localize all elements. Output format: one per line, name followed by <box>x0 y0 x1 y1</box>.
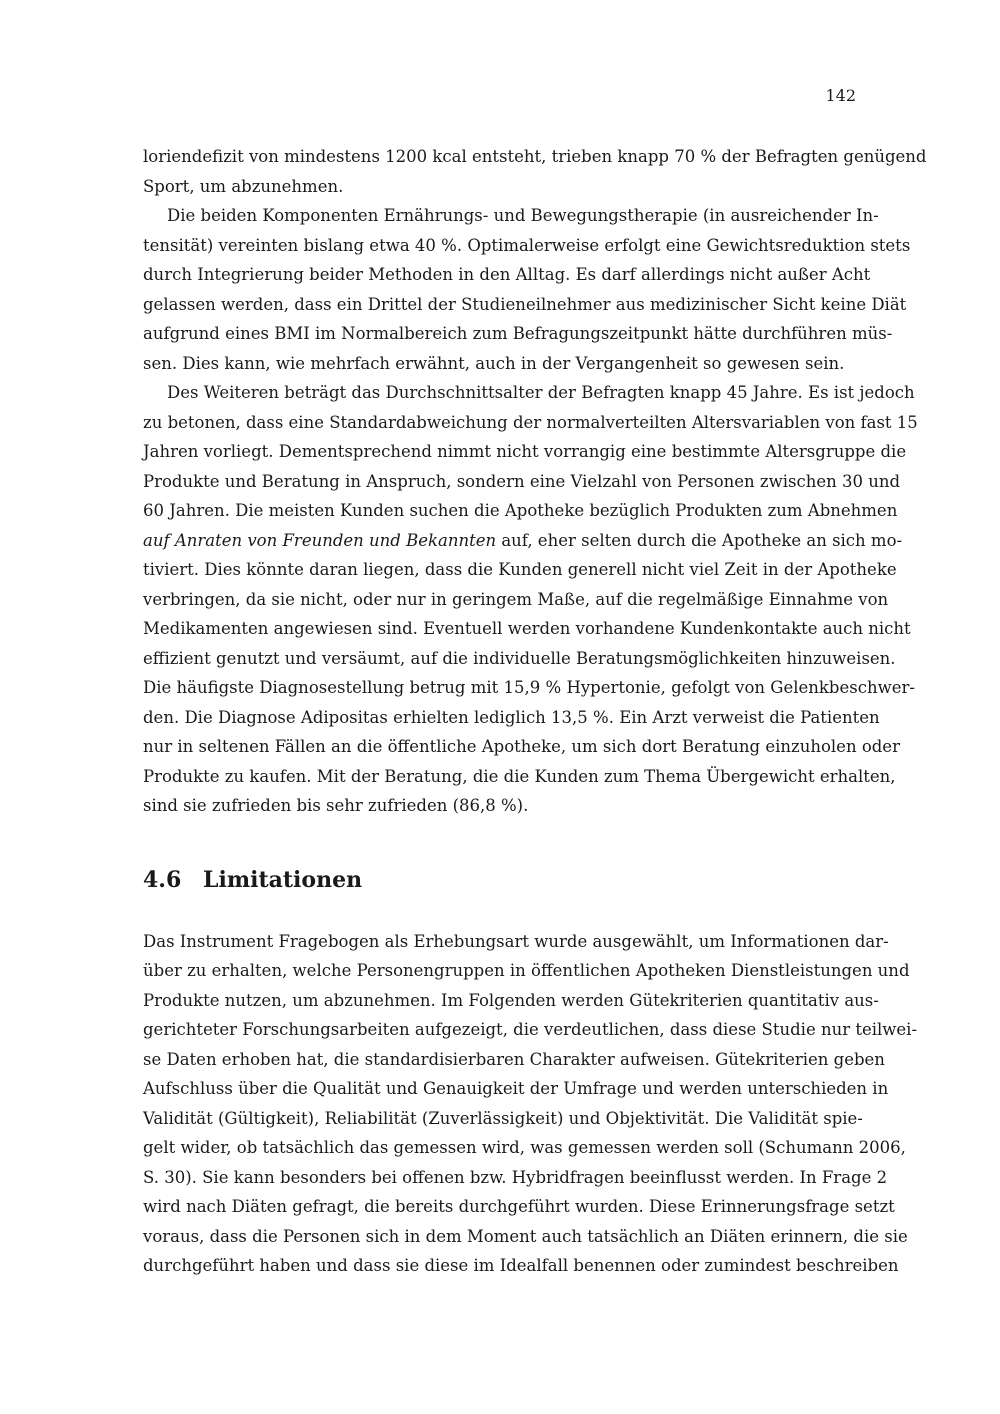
text-line: Die beiden Komponenten Ernährungs- und Bewegungstherapie (in ausreichender In- <box>167 206 879 225</box>
page-number: 142 <box>825 86 856 105</box>
text-line: Aufschluss über die Qualität und Genauigkeit der Umfrage und werden unterschieden in <box>143 1079 889 1098</box>
text-line: Produkte nutzen, um abzunehmen. Im Folgenden werden Gütekriterien quantitativ aus- <box>143 990 879 1010</box>
text-line: zu betonen, dass eine Standardabweichung der normalverteilten Altersvariablen von fast 15 <box>143 412 918 432</box>
text-line: verbringen, da sie nicht, oder nur in geringem Maße, auf die regelmäßige Einnahme von <box>143 589 889 609</box>
paragraph <box>143 927 918 1281</box>
text-line: Medikamenten angewiesen sind. Eventuell werden vorhandene Kundenkontakte auch nicht <box>143 619 911 638</box>
section-title: Limitationen <box>203 866 363 893</box>
text-line: tensität) vereinten bislang etwa 40 %. Optimalerweise erfolgt eine Gewichtsreduktion stets <box>143 235 911 255</box>
body-text <box>143 142 927 1281</box>
text-line: sen. Dies kann, wie mehrfach erwähnt, auch in der Vergangenheit so gewesen sein. <box>143 353 845 373</box>
text-line: loriendefizit von mindestens 1200 kcal entsteht, trieben knapp 70 % der Befragten genügend <box>143 147 927 166</box>
text-line: voraus, dass die Personen sich in dem Moment auch tatsächlich an Diäten erinnern, die sie <box>143 1226 908 1246</box>
text-line: nur in seltenen Fällen an die öffentliche Apotheke, um sich dort Beratung einzuholen oder <box>143 737 900 756</box>
text-line: effizient genutzt und versäumt, auf die individuelle Beratungsmöglichkeiten hinzuweisen. <box>143 648 896 668</box>
section-heading <box>143 866 857 894</box>
text-line: S. 30). Sie kann besonders bei offenen bzw. Hybridfragen beeinflusst werden. In Frage 2 <box>143 1167 888 1187</box>
paragraph <box>143 142 927 201</box>
text-line: den. Die Diagnose Adipositas erhielten lediglich 13,5 %. Ein Arzt verweist die Patienten <box>143 707 880 727</box>
text-line: durchgeführt haben und dass sie diese im Idealfall benennen oder zumindest beschreiben <box>143 1256 899 1275</box>
text-line <box>143 526 903 556</box>
text-line: 60 Jahren. Die meisten Kunden suchen die Apotheke bezüglich Produkten zum Abnehmen <box>143 501 898 520</box>
text-line: sind sie zufrieden bis sehr zufrieden (86,8 %). <box>143 796 529 815</box>
text-line: gelassen werden, dass ein Drittel der Studieneilnehmer aus medizinischer Sicht keine Diät <box>143 294 907 314</box>
section-number: 4.6 <box>143 866 182 893</box>
emphasis-text: auf Anraten von Freunden und Bekannten <box>143 530 497 550</box>
text-line: Die häufigste Diagnosestellung betrug mit 15,9 % Hypertonie, gefolgt von Gelenkbeschwer- <box>143 678 915 697</box>
paragraph <box>143 201 911 378</box>
text-line: Das Instrument Fragebogen als Erhebungsart wurde ausgewählt, um Informationen dar- <box>143 931 889 951</box>
text-line: tiviert. Dies könnte daran liegen, dass die Kunden generell nicht viel Zeit in der Apotheke <box>143 560 897 579</box>
text-line: wird nach Diäten gefragt, die bereits durchgeführt wurden. Diese Erinnerungsfrage setzt <box>143 1197 895 1216</box>
text-fragment: auf, eher selten durch die Apotheke an sich mo- <box>496 530 903 550</box>
text-line: über zu erhalten, welche Personengruppen in öffentlichen Apotheken Dienstleistungen und <box>143 961 910 980</box>
paragraph <box>143 378 918 821</box>
text-line: se Daten erhoben hat, die standardisierbaren Charakter aufweisen. Gütekriterien geben <box>143 1049 885 1069</box>
text-line: Sport, um abzunehmen. <box>143 176 344 196</box>
text-line: Jahren vorliegt. Dementsprechend nimmt nicht vorrangig eine bestimmte Altersgruppe die <box>143 442 907 461</box>
text-line: durch Integrierung beider Methoden in den Alltag. Es darf allerdings nicht außer Acht <box>143 265 871 284</box>
text-line: Validität (Gültigkeit), Reliabilität (Zuverlässigkeit) und Objektivität. Die Validität spie- <box>143 1108 863 1128</box>
text-line: Des Weiteren beträgt das Durchschnittsalter der Befragten knapp 45 Jahre. Es ist jedoch <box>167 383 915 402</box>
text-line: Produkte zu kaufen. Mit der Beratung, die die Kunden zum Thema Übergewicht erhalten, <box>143 766 896 786</box>
text-line: gerichteter Forschungsarbeiten aufgezeigt, die verdeutlichen, dass diese Studie nur teilwei- <box>143 1020 918 1039</box>
text-line: gelt wider, ob tatsächlich das gemessen wird, was gemessen werden soll (Schumann 2006, <box>143 1138 906 1157</box>
text-line: Produkte und Beratung in Anspruch, sondern eine Vielzahl von Personen zwischen 30 und <box>143 471 901 491</box>
text-line: aufgrund eines BMI im Normalbereich zum Befragungszeitpunkt hätte durchführen müs- <box>143 324 893 343</box>
